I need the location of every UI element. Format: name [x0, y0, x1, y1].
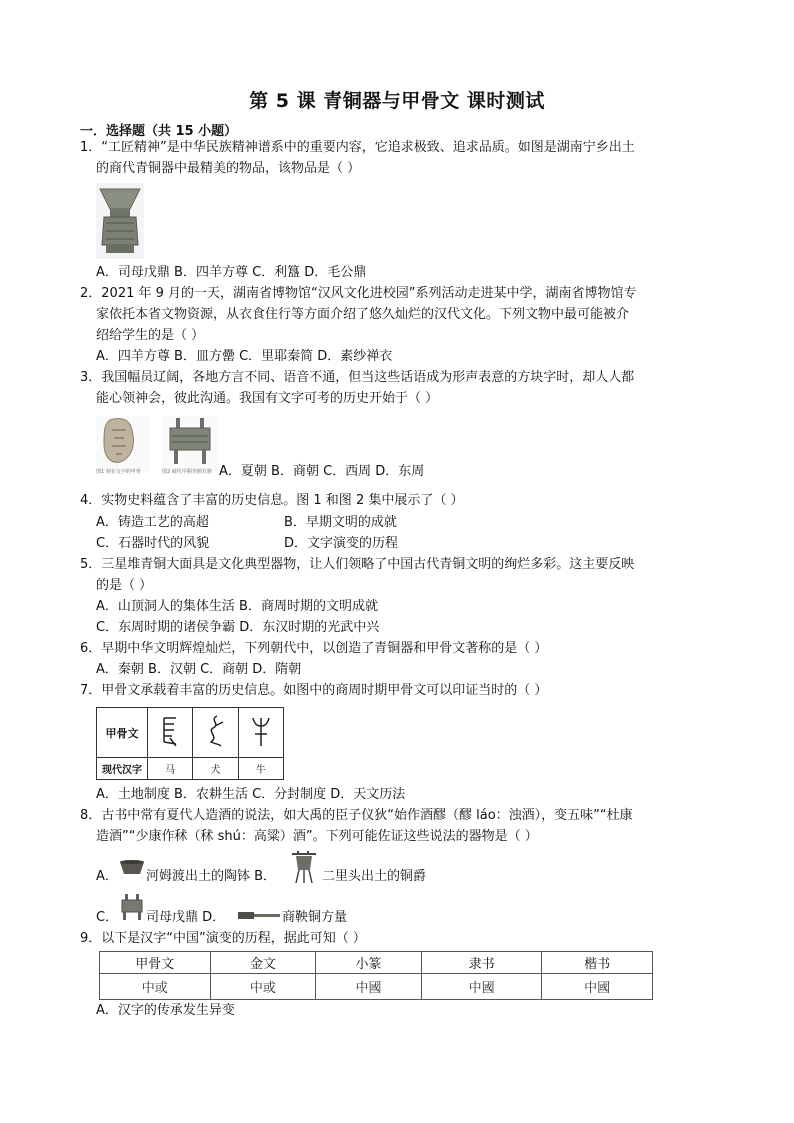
modern-char-ox: 牛 [238, 758, 283, 780]
q2-line1: 2．2021 年 9 月的一天，湖南省博物馆“汉风文化进校园”系列活动走进某中学，湖南省博物馆专 [80, 286, 637, 301]
q2-line3: 绍给学生的是（ ） [96, 328, 205, 343]
section-heading: 一．选择题（共 15 小题） [80, 124, 238, 139]
page-title: 第 5 课 青铜器与甲骨文 课时测试 [249, 90, 545, 112]
oracle-bone-table [96, 707, 284, 780]
q4-line1: 4．实物史料蕴含了丰富的历史信息。图 1 和图 2 集中展示了（ ） [80, 493, 464, 508]
modern-row-header: 现代汉字 [97, 758, 148, 780]
bronze-jue-image [288, 850, 320, 884]
q4-option-a: A．铸造工艺的高超 [96, 515, 209, 530]
q1-line1: 1．“工匠精神”是中华民族精神谱系中的重要内容，它追求极致、追求品质。如图是湖南宁乡出土 [80, 140, 635, 155]
q5-line2: 的是（ ） [96, 578, 153, 593]
q4-option-b: B．早期文明的成就 [284, 515, 397, 530]
header-clerical: 隶书 [421, 952, 542, 974]
header-regular: 楷书 [542, 952, 653, 974]
glyph-regular: 中國 [542, 974, 653, 1000]
q6-line1: 6．早期中华文明辉煌灿烂，下列朝代中，以创造了青铜器和甲骨文著称的是（ ） [80, 641, 548, 656]
q8-option-a-label: A． [96, 869, 118, 884]
oracle-row-header: 甲骨文 [97, 708, 148, 758]
q5-line1: 5．三星堆青铜大面具是文化典型器物，让人们领略了中国古代青铜文明的绚烂多彩。这主要反映 [80, 557, 635, 572]
oracle-glyph-dog [193, 708, 238, 758]
q6-options: A．秦朝 B．汉朝 C．商朝 D．隋朝 [96, 662, 302, 677]
q5-options-ab: A．山顶洞人的集体生活 B．商周时期的文明成就 [96, 599, 378, 614]
oracle-glyph-ox [238, 708, 283, 758]
oracle-glyph-horse [148, 708, 193, 758]
modern-char-horse: 马 [148, 758, 193, 780]
q8-line2: 造酒”“少康作秫（秫 shú：高粱）酒”。下列可能佐证这些说法的器物是（ ） [96, 829, 538, 844]
q2-line2: 家依托本省文物资源，从衣食住行等方面介绍了悠久灿烂的汉代文化。下列文物中最可能被介 [96, 307, 630, 322]
header-bronze: 金文 [210, 952, 316, 974]
simuwu-ding-image [118, 893, 146, 921]
q7-options: A．土地制度 B．农耕生活 C．分封制度 D．天文历法 [96, 787, 406, 802]
bronze-zun-image [96, 183, 144, 259]
q3-figure2-caption: 图2 商代早期青铜方鼎 [162, 469, 212, 475]
modern-char-dog: 犬 [193, 758, 238, 780]
q8-option-d-text: 商鞅铜方量 [282, 910, 348, 925]
q8-line1: 8．古书中常有夏代人造酒的说法，如大禹的臣子仪狄“始作酒醪（醪 láo：浊酒），变五味”“杜康 [80, 808, 633, 823]
q9-option-a: A．汉字的传承发生异变 [96, 1003, 235, 1018]
q4-option-c: C．石器时代的风貌 [96, 536, 210, 551]
q7-line1: 7．甲骨文承载着丰富的历史信息。如图中的商周时期甲骨文可以印证当时的（ ） [80, 683, 548, 698]
bronze-measure-image [236, 906, 282, 918]
hanzi-evolution-table [99, 951, 653, 1000]
q1-line2: 的商代青铜器中最精美的物品，该物品是（ ） [96, 161, 361, 176]
q5-options-cd: C．东周时期的诸侯争霸 D．东汉时期的光武中兴 [96, 620, 380, 635]
q3-line2: 能心领神会，彼此沟通。我国有文字可考的历史开始于（ ） [96, 391, 439, 406]
q8-option-c-label: C． [96, 910, 119, 925]
q4-option-d: D．文字演变的历程 [284, 536, 399, 551]
header-seal: 小篆 [316, 952, 422, 974]
oracle-bone-image [96, 416, 150, 472]
glyph-seal: 中國 [316, 974, 422, 1000]
q8-option-c-text: 司母戊鼎 D． [146, 910, 226, 925]
q3-options: A．夏朝 B．商朝 C．西周 D．东周 [219, 464, 425, 479]
bronze-ding-image [162, 416, 218, 472]
q3-line1: 3．我国幅员辽阔，各地方言不同、语音不通，但当这些话语成为形声表意的方块字时，却人人都 [80, 370, 635, 385]
header-oracle: 甲骨文 [100, 952, 211, 974]
q3-figure1-caption: 图1 刻有文字的甲骨 [96, 469, 141, 475]
q8-option-b-text: 二里头出土的铜爵 [322, 869, 427, 884]
q8-option-a-text: 河姆渡出土的陶钵 B． [146, 869, 277, 884]
q2-options: A．四羊方尊 B．皿方罍 C．里耶秦简 D．素纱禅衣 [96, 349, 393, 364]
q9-line1: 9．以下是汉字“中国”演变的历程，据此可知（ ） [80, 931, 366, 946]
glyph-oracle: 中或 [100, 974, 211, 1000]
q1-options: A．司母戊鼎 B．四羊方尊 C．利簋 D．毛公鼎 [96, 265, 367, 280]
pottery-bowl-image [118, 858, 146, 878]
glyph-bronze: 中或 [210, 974, 316, 1000]
glyph-clerical: 中國 [421, 974, 542, 1000]
